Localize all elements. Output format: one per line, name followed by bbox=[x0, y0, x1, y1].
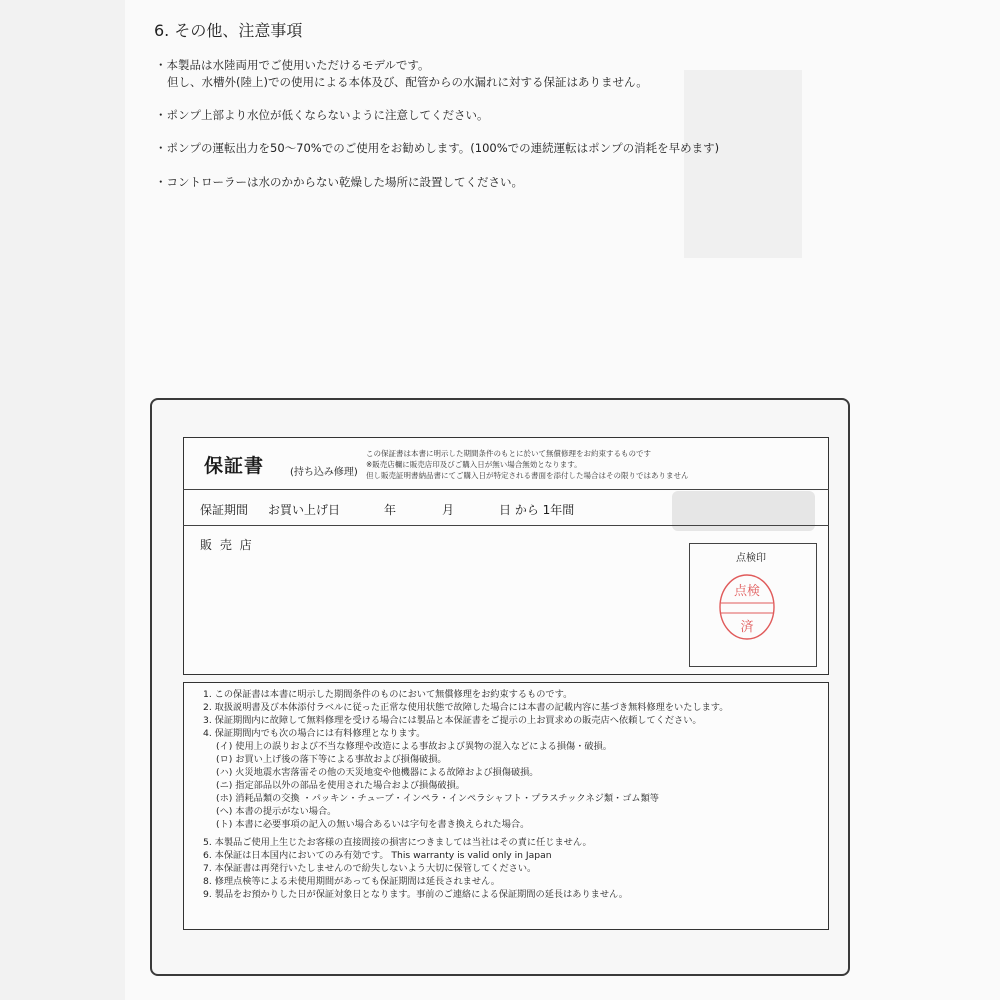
note-2: ・ポンプ上部より水位が低くならないように注意してください。 bbox=[155, 108, 489, 122]
period-label: 保証期間 bbox=[200, 503, 249, 517]
term-item: 4. 保証期間内でも次の場合には有料修理となります。 bbox=[203, 728, 426, 739]
term-item: 3. 保証期間内に故障して無料修理を受ける場合には製品と本保証書をご提示の上お買求めの販売店へ依頼してください。 bbox=[203, 715, 702, 726]
note-1 bbox=[155, 57, 648, 91]
warranty-title: 保証書 bbox=[204, 455, 265, 477]
term-item: 9. 製品をお預かりした日が保証対象日となります。事前のご連絡による保証期間の延長はありません。 bbox=[203, 889, 628, 900]
term-subitem: (ニ) 指定部品以外の部品を使用された場合および損傷破損。 bbox=[216, 780, 465, 791]
shop-label: 販 売 店 bbox=[200, 538, 254, 552]
divider bbox=[183, 525, 829, 526]
term-subitem: (ハ) 火災地震水害落雷その他の天災地変や他機器による故障および損傷破損。 bbox=[216, 767, 539, 778]
note-3: ・ポンプの運転出力を50〜70%でのご使用をお勧めします。(100%での連続運転はポンプの消耗を早めます) bbox=[155, 141, 720, 155]
note-1-line2: 但し、水槽外(陸上)での使用による本体及び、配管からの水漏れに対する保証はありません。 bbox=[167, 75, 648, 89]
term-item: 5. 本製品ご使用上生じたお客様の直接間接の損害につきましては当社はその責に任じません。 bbox=[203, 837, 592, 848]
header-note-2: ※販売店欄に販売店印及びご購入日が無い場合無効となります。 bbox=[366, 460, 582, 469]
term-item: 1. この保証書は本書に明示した期間条件のものにおいて無償修理をお約束するものです。 bbox=[203, 689, 573, 700]
stamp-top-text: 点検 bbox=[733, 584, 761, 599]
note-4: ・コントローラーは水のかからない乾燥した場所に設置してください。 bbox=[155, 175, 523, 189]
term-item: 8. 修理点検等による未使用期間があっても保証期間は延長されません。 bbox=[203, 876, 500, 887]
year-label: 年 bbox=[384, 503, 397, 517]
show-through-box bbox=[684, 70, 802, 258]
term-subitem: (ホ) 消耗品類の交換 ・パッキン・チューブ・インペラ・インペラシャフト・プラスチックネジ類・ゴム類等 bbox=[216, 793, 659, 804]
term-subitem: (ヘ) 本書の提示がない場合。 bbox=[216, 806, 337, 817]
header-note-1: この保証書は本書に明示した期間条件のもとに於いて無償修理をお約束するものです bbox=[366, 449, 651, 458]
day-label: 日 から 1年間 bbox=[499, 503, 575, 517]
notes-title: 6. その他、注意事項 bbox=[154, 21, 303, 40]
inspection-stamp-icon bbox=[718, 573, 776, 641]
header-note-3: 但し販売証明書納品書にてご購入日が特定される書面を添付した場合はその限りではありません bbox=[366, 471, 689, 480]
term-subitem: (ト) 本書に必要事項の記入の無い場合あるいは字句を書き換えられた場合。 bbox=[216, 819, 530, 830]
purchase-date-label: お買い上げ日 bbox=[268, 503, 341, 517]
stamp-label: 点検印 bbox=[736, 553, 766, 564]
note-1-line1: ・本製品は水陸両用でご使用いただけるモデルです。 bbox=[155, 58, 430, 72]
divider bbox=[183, 489, 829, 490]
term-item: 6. 本保証は日本国内においてのみ有効です。 This warranty is valid only in Japan bbox=[203, 850, 552, 861]
term-subitem: (イ) 使用上の誤りおよび不当な修理や改造による事故および異物の混入などによる損傷・破損。 bbox=[216, 741, 612, 752]
term-item: 7. 本保証書は再発行いたしませんので紛失しないよう大切に保管してください。 bbox=[203, 863, 537, 874]
month-label: 月 bbox=[442, 503, 455, 517]
term-subitem: (ロ) お買い上げ後の落下等による事故および損傷破損。 bbox=[216, 754, 447, 765]
term-item: 2. 取扱説明書及び本体添付ラベルに従った正常な使用状態で故障した場合には本書の記載内容に基づき無料修理をいたします。 bbox=[203, 702, 729, 713]
stamp-bottom-text: 済 bbox=[740, 620, 754, 635]
warranty-subtitle: (持ち込み修理) bbox=[290, 467, 358, 478]
warranty-header-notes bbox=[366, 448, 689, 481]
